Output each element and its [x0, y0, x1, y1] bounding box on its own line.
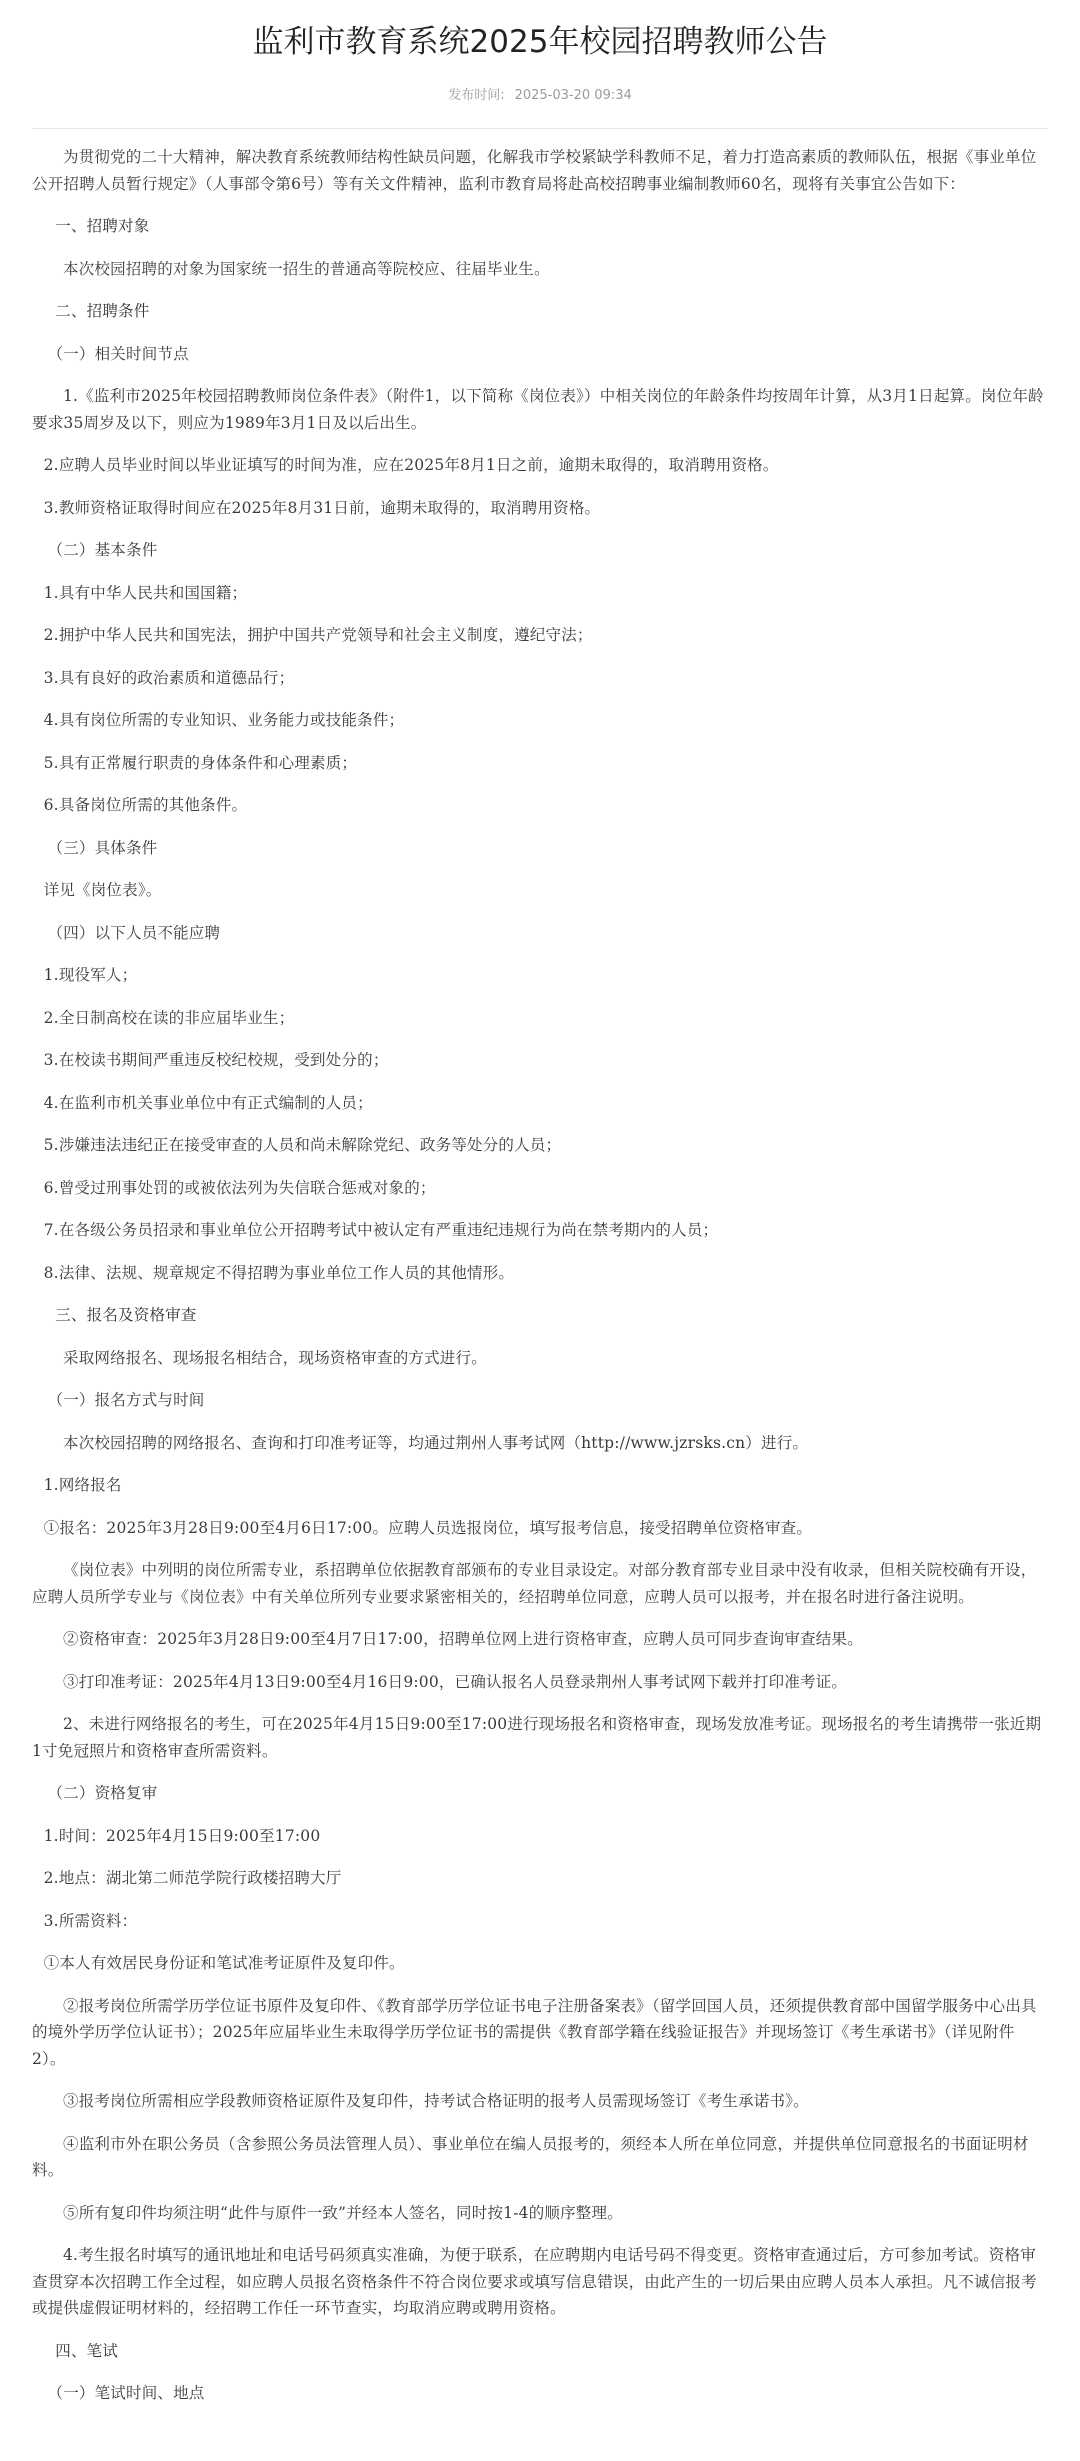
section-heading: （四）以下人员不能应聘 — [47, 923, 221, 942]
article-list-item: 2.应聘人员毕业时间以毕业证填写的时间为准，应在2025年8月1日之前，逾期未取得的，取消聘用资格。 — [43, 456, 779, 474]
article-list-item: 7.在各级公务员招录和事业单位公开招聘考试中被认定有严重违纪违规行为尚在禁考期内的人员； — [43, 1221, 719, 1239]
article-list-item: 5.涉嫌违法违纪正在接受审查的人员和尚未解除党纪、政务等处分的人员； — [43, 1136, 562, 1154]
title-divider — [32, 128, 1048, 129]
publish-time: 2025-03-20 09:34 — [514, 88, 632, 103]
article-paragraph: 《岗位表》中列明的岗位所需专业，系招聘单位依据教育部颁布的专业目录设定。对部分教育部专业目录中没有收录，但相关院校确有开设，应聘人员所学专业与《岗位表》中有关单位所列专业要求紧密相关的，经招聘单位同意，应聘人员可以报考，并在报名时进行备注说明。 — [32, 1561, 1037, 1606]
article-list-item: 1.具有中华人民共和国国籍； — [43, 583, 248, 602]
article-list-item: 4.在监利市机关事业单位中有正式编制的人员； — [43, 1093, 373, 1112]
article-list-item: 3.在校读书期间严重违反校纪校规，受到处分的； — [43, 1051, 389, 1069]
article-paragraph: ③报考岗位所需相应学段教师资格证原件及复印件，持考试合格证明的报考人员需现场签订《考生承诺书》。 — [63, 2092, 809, 2110]
article-paragraph: 采取网络报名、现场报名相结合，现场资格审查的方式进行。 — [63, 1348, 487, 1367]
article-paragraph: 4.考生报名时填写的通讯地址和电话号码须真实准确，为便于联系，在应聘期内电话号码不得变更。资格审查通过后，方可参加考试。资格审查贯穿本次招聘工作全过程，如应聘人员报名资格条件不符合岗位要求或填写信息错误，由此产生的一切后果由应聘人员本人承担。凡不诚信报考或提供虚假证明材料的，经招聘工作任一环节查实，均取消应聘或聘用资格。 — [32, 2246, 1037, 2317]
article-paragraph: 1.《监利市2025年校园招聘教师岗位条件表》（附件1，以下简称《岗位表》）中相关岗位的年龄条件均按周年计算，从3月1日起算。岗位年龄要求35周岁及以下，则应为1989年3月1日及以后出生。 — [32, 387, 1044, 432]
article-paragraph: 2、未进行网络报名的考生，可在2025年4月15日9:00至17:00进行现场报名和资格审查，现场发放准考证。现场报名的考生请携带一张近期1寸免冠照片和资格审查所需资料。 — [32, 1715, 1042, 1760]
publish-meta — [0, 86, 1080, 106]
section-heading: 二、招聘条件 — [55, 302, 150, 320]
section-heading: 三、报名及资格审查 — [55, 1306, 197, 1324]
article-list-item: ①本人有效居民身份证和笔试准考证原件及复印件。 — [43, 1954, 405, 1972]
section-heading: （三）具体条件 — [47, 838, 158, 857]
article-list-item: 6.具备岗位所需的其他条件。 — [43, 796, 248, 814]
article-list-item: 1.网络报名 — [43, 1476, 122, 1494]
article-list-item: 2.地点：湖北第二师范学院行政楼招聘大厅 — [43, 1869, 342, 1887]
article-list-item: 5.具有正常履行职责的身体条件和心理素质； — [43, 753, 358, 772]
article-list-item: 3.所需资料： — [43, 1911, 138, 1930]
article-paragraph: ③打印准考证：2025年4月13日9:00至4月16日9:00，已确认报名人员登录荆州人事考试网下载并打印准考证。 — [63, 1672, 848, 1691]
article-paragraph: 为贯彻党的二十大精神，解决教育系统教师结构性缺员问题，化解我市学校紧缺学科教师不足，着力打造高素质的教师队伍，根据《事业单位公开招聘人员暂行规定》（人事部令第6号）等有关文件精神，监利市教育局将赴高校招聘事业编制教师60名，现将有关事宜公告如下： — [32, 148, 1037, 193]
article-title: 监利市教育系统2025年校园招聘教师公告 — [252, 24, 828, 60]
section-heading: 四、笔试 — [55, 2341, 119, 2360]
article-list-item: 2.全日制高校在读的非应届毕业生； — [43, 1008, 295, 1027]
section-heading: （二）资格复审 — [47, 1784, 158, 1802]
section-heading: （二）基本条件 — [47, 541, 158, 559]
section-heading: 一、招聘对象 — [55, 217, 150, 235]
article-body — [32, 144, 1046, 2423]
article-list-item: 8.法律、法规、规章规定不得招聘为事业单位工作人员的其他情形。 — [43, 1263, 515, 1282]
article-list-item: 3.具有良好的政治素质和道德品行； — [43, 668, 295, 687]
article-list-item: 6.曾受过刑事处罚的或被依法列为失信联合惩戒对象的； — [43, 1178, 436, 1197]
article-list-item: 4.具有岗位所需的专业知识、业务能力或技能条件； — [43, 711, 405, 729]
publish-time-label: 发布时间: — [448, 88, 505, 103]
article-paragraph: ②报考岗位所需学历学位证书原件及复印件、《教育部学历学位证书电子注册备案表》（留学回国人员，还须提供教育部中国留学服务中心出具的境外学历学位认证书）；2025年应届毕业生未取得学历学位证书的需提供《教育部学籍在线验证报告》并现场签订《考生承诺书》（详见附件2）。 — [32, 1996, 1037, 2068]
article-paragraph: ⑤所有复印件均须注明“此件与原件一致”并经本人签名，同时按1-4的顺序整理。 — [63, 2203, 623, 2222]
article-paragraph: 本次校园招聘的对象为国家统一招生的普通高等院校应、往届毕业生。 — [63, 259, 550, 278]
section-heading: （一）笔试时间、地点 — [47, 2384, 205, 2402]
article-paragraph: ④监利市外在职公务员（含参照公务员法管理人员）、事业单位在编人员报考的，须经本人所在单位同意，并提供单位同意报名的书面证明材料。 — [32, 2134, 1029, 2179]
article-list-item: 1.时间：2025年4月15日9:00至17:00 — [43, 1826, 321, 1845]
article-list-item: ①报名：2025年3月28日9:00至4月6日17:00。应聘人员选报岗位，填写报考信息，接受招聘单位资格审查。 — [43, 1518, 813, 1537]
article-list-item: 3.教师资格证取得时间应在2025年8月31日前，逾期未取得的，取消聘用资格。 — [43, 498, 601, 517]
section-heading: （一）报名方式与时间 — [47, 1391, 205, 1409]
article-paragraph: ②资格审查：2025年3月28日9:00至4月7日17:00，招聘单位网上进行资格审查，应聘人员可同步查询审查结果。 — [63, 1630, 863, 1648]
article-list-item: 2.拥护中华人民共和国宪法，拥护中国共产党领导和社会主义制度，遵纪守法； — [43, 626, 593, 644]
section-heading: （一）相关时间节点 — [47, 344, 189, 363]
article-paragraph: 本次校园招聘的网络报名、查询和打印准考证等，均通过荆州人事考试网（http://www.jzrsks.cn）进行。 — [63, 1433, 809, 1452]
article-list-item: 1.现役军人； — [43, 966, 138, 984]
article-list-item: 详见《岗位表》。 — [43, 881, 162, 899]
